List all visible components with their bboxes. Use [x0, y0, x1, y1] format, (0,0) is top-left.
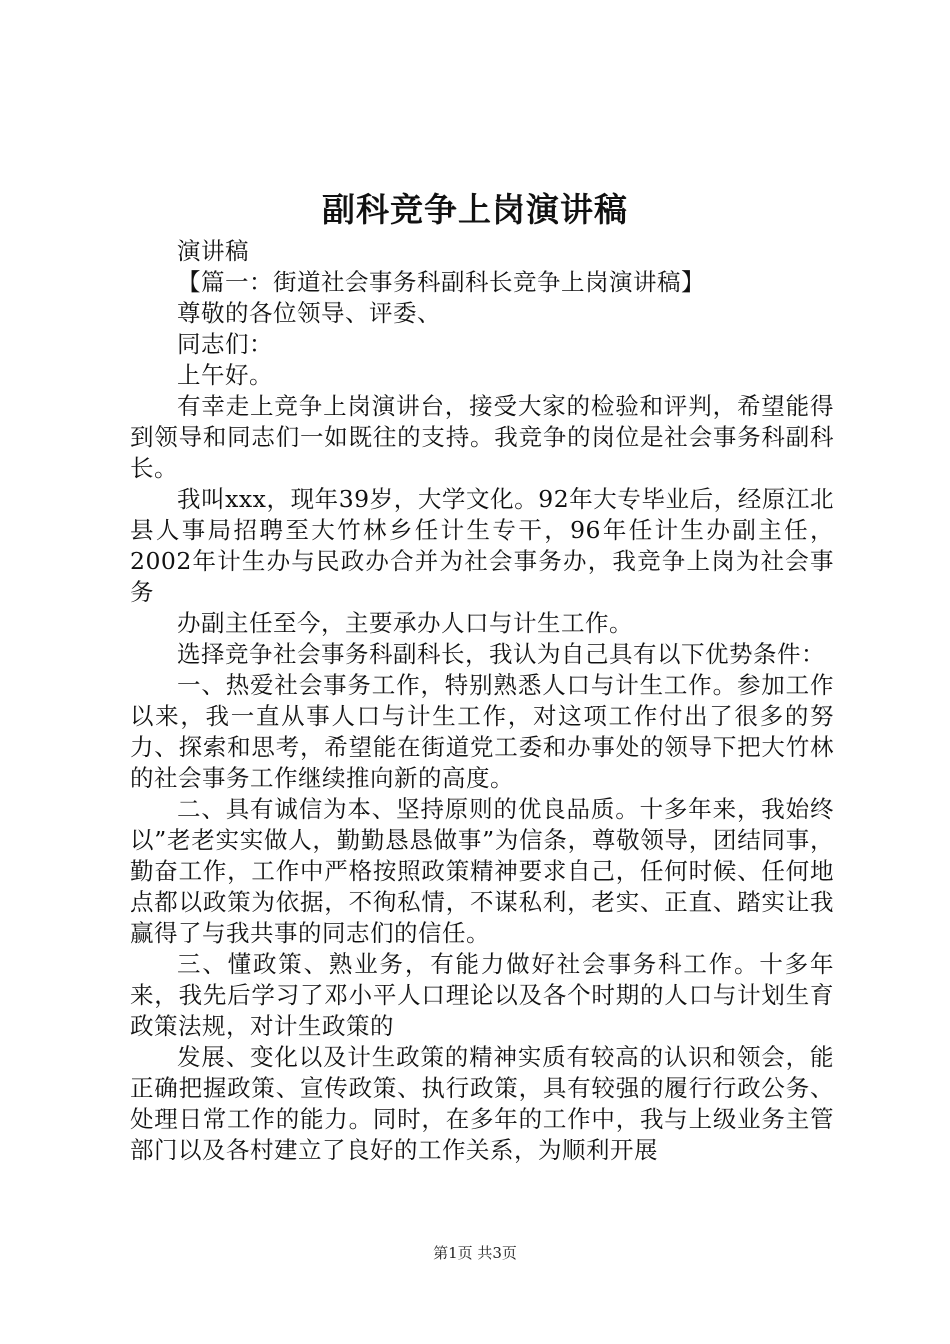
paragraph: 发展、变化以及计生政策的精神实质有较高的认识和领会，能正确把握政策、宣传政策、执行政策，具有较强的履行行政公务、处理日常工作的能力。同时，在多年的工作中，我与上级业务主管部门以及各村建立了良好的工作关系，为顺利开展 [130, 1043, 834, 1164]
paragraph: 上午好。 [177, 361, 273, 389]
paragraph: 同志们： [177, 330, 273, 358]
paragraph: 选择竞争社会事务科副科长，我认为自己具有以下优势条件： [177, 640, 825, 668]
paragraph: 尊敬的各位领导、评委、 [177, 299, 441, 327]
paragraph: 【篇一：街道社会事务科副科长竞争上岗演讲稿】 [177, 268, 705, 296]
paragraph: 一、热爱社会事务工作，特别熟悉人口与计生工作。参加工作以来，我一直从事人口与计生工作，对这项工作付出了很多的努力、探索和思考，希望能在街道党工委和办事处的领导下把大竹林的社会事务工作继续推向新的高度。 [130, 671, 834, 792]
paragraph: 演讲稿 [177, 237, 249, 265]
paragraph: 办副主任至今，主要承办人口与计生工作。 [177, 609, 633, 637]
paragraph: 二、具有诚信为本、坚持原则的优良品质。十多年来，我始终以”老老实实做人，勤勤恳恳做事”为信条，尊敬领导，团结同事，勤奋工作，工作中严格按照政策精神要求自己，任何时候、任何地点都以政策为依据，不徇私情，不谋私利，老实、正直、踏实让我赢得了与我共事的同志们的信任。 [130, 795, 834, 947]
page-number-footer: 第1页 共3页 [433, 1244, 517, 1262]
paragraph: 我叫xxx，现年39岁，大学文化。92年大专毕业后，经原江北县人事局招聘至大竹林乡任计生专干，96年任计生办副主任，2002年计生办与民政办合并为社会事务办，我竞争上岗为社会事务 [130, 485, 834, 606]
document-body [130, 236, 834, 1166]
document-title: 副科竞争上岗演讲稿 [322, 190, 628, 229]
paragraph: 有幸走上竞争上岗演讲台，接受大家的检验和评判，希望能得到领导和同志们一如既往的支持。我竞争的岗位是社会事务科副科长。 [130, 392, 834, 482]
paragraph: 三、懂政策、熟业务，有能力做好社会事务科工作。十多年来，我先后学习了邓小平人口理论以及各个时期的人口与计划生育政策法规，对计生政策的 [130, 950, 834, 1040]
